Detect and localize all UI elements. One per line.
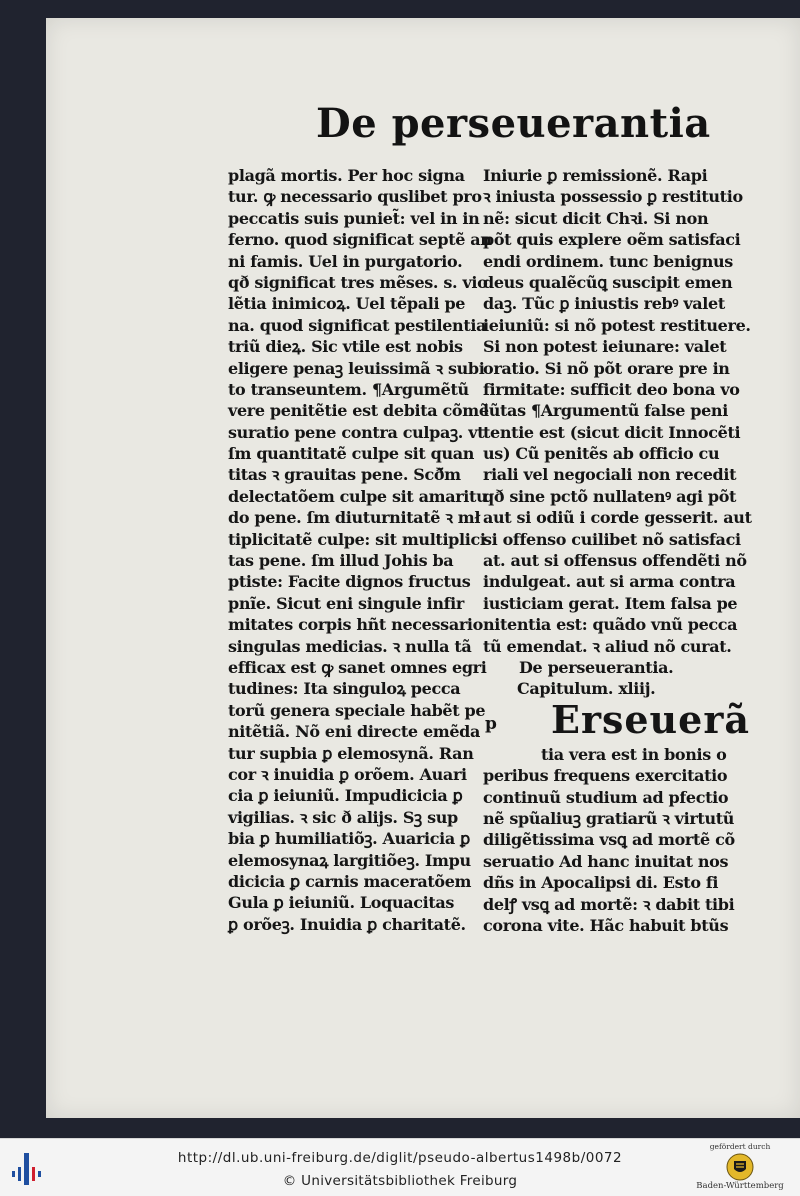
chapter-number: Capitulum. xliij. [517,679,656,699]
text-line: tentie est (sicut dicit Innocẽti [483,422,741,442]
text-line: diligẽtissima vsꝗ ad mortẽ cõ [483,830,735,850]
text-line: tiplicitatẽ culpe: sit multiplici [228,529,486,549]
text-line: ni famis. Uel in purgatorio. [228,251,463,271]
text-line: do pene. ſm diuturnitatẽ ꝛ mł [228,508,481,528]
text-line: iusticiam gerat. Item falsa pe [483,593,738,613]
text-line: Iniurie ꝑ remissionẽ. Rapi [483,166,708,185]
text-line: elemosynaꝝ largitiõeꝫ. Impu [228,850,471,870]
right-column-top-text [483,165,752,657]
text-line: ſm quantitatẽ culpe sit quan [228,444,475,464]
text-line: peccatis suis puniet̃: vel in in [228,208,480,228]
text-line: tur supbia ꝑ elemosynã. Ran [228,743,474,763]
text-line: tudines: Ita singuloꝝ pecca [228,679,461,699]
funder-block[interactable] [690,1142,790,1194]
text-line: titas ꝛ grauitas pene. Scð̃m [228,465,461,485]
text-line: mitates corpis hñt necessario [228,615,483,635]
text-line: Gula ꝑ ieiuniũ. Loquacitas [228,893,455,913]
text-line: dicicia ꝑ carnis maceratõem [228,871,472,891]
text-line: na. quod significat pestilentia [228,315,487,335]
text-line: qð significat tres mẽses. s. vio [228,272,488,292]
text-line: continuũ studium ad pfectio [483,787,729,807]
text-line: delꝭ vsꝗ ad mortẽ: ꝛ dabit tibi [483,894,735,914]
text-line: si offenso cuilibet nõ satisfaci [483,529,741,549]
text-line: ꝑ orõeꝫ. Inuidia ꝑ charitatẽ. [228,914,466,934]
text-line: lẽtia inimicoꝝ. Uel tẽpali pe [228,294,466,314]
text-line: cor ꝛ inuidia ꝑ orõem. Auari [228,764,467,784]
text-line: riali vel negociali non recedit [483,465,737,485]
text-line: ptiste: Facite dignos fructus [228,572,471,592]
text-line: nitentia est: quãdo vnũ pecca [483,615,738,635]
permalink-url[interactable]: http://dl.ub.uni-freiburg.de/diglit/pseudo-albertus1498b/0072 [177,1150,623,1166]
text-line: at. aut si offensus offendẽti nõ [483,551,747,571]
text-line: lũtas ¶Argumentũ false peni [483,401,728,421]
text-line: triũ dieꝝ. Sic vtile est nobis [228,337,463,357]
left-text-column [228,165,492,935]
right-text-column [483,165,752,936]
text-line: plagã mortis. Per hoc signa [228,166,465,185]
text-line: deus qualẽcũꝗ suscipit emen [483,272,733,292]
text-line: vigilias. ꝛ sic ð alijs. Sꝫ sup [228,807,458,827]
text-line: nitẽtiã. Nõ eni directe emẽda [228,722,481,742]
text-line: bia ꝑ humiliatiõꝫ. Auaricia ꝑ [228,829,470,849]
chapter-initial-block [483,696,751,744]
text-line: torũ genera speciale habẽt pe [228,700,486,720]
text-line: pnĩe. Sicut eni singule infir [228,593,464,613]
text-line: singulas medicias. ꝛ nulla tã [228,636,472,656]
text-line: firmitate: sufficit deo bona vo [483,379,740,399]
text-line: tũ emendat. ꝛ aliud nõ curat. [483,636,732,656]
right-column-bottom-text [483,744,735,937]
text-line: tas pene. ſm illud Johis ba [228,551,454,571]
text-line: nẽ: sicut dicit Chꝛi. Si non [483,208,709,228]
funder-name: Baden-Württemberg [696,1181,784,1191]
text-line: põt quis explere oẽm satisfaci [483,230,741,250]
text-line: delectatõem culpe sit amaritu [228,486,488,506]
text-line: aut si odiũ i corde gesserit. aut [483,508,752,528]
text-line: endi ordinem. tunc benignus [483,251,733,271]
text-line: qð sine pctõ nullatenꝰ agi põt [483,486,737,506]
text-line: tia vera est in bonis o [541,744,727,764]
text-line: indulgeat. aut si arma contra [483,572,736,592]
viewer-footer [0,1138,800,1196]
text-line: seruatio Ad hanc inuitat nos [483,851,729,871]
decorated-opening-word: Erseuerã [551,696,751,742]
text-line: ferno. quod significat septẽ an [228,230,492,250]
text-line: eligere penaꝫ leuissimã ꝛ subi [228,358,485,378]
text-line: cia ꝑ ieiuniũ. Impudicicia ꝑ [228,786,463,806]
text-line: peribus frequens exercitatio [483,766,728,786]
copyright-notice: © Universitätsbibliothek Freiburg [282,1173,518,1189]
text-line: ꝛ iniusta possessio ꝑ restitutio [483,187,743,207]
page-heading: De perseuerantia [316,100,711,147]
text-line: corona vite. Hãc habuit btũs [483,915,729,935]
text-line: vere penitẽtie est debita cõmẽ [228,401,489,421]
text-line: Si non potest ieiunare: valet [483,337,727,357]
text-line: oratio. Si nõ põt orare pre in [483,358,730,378]
text-line: ieiuniũ: si nõ potest restituere. [483,315,751,335]
text-line: dñs in Apocalipsi di. Esto fi [483,873,719,893]
text-line: to transeuntem. ¶Argumẽtũ [228,379,469,399]
text-line: suratio pene contra culpaꝫ. vt [228,422,485,442]
text-line: us) Cũ penitẽs ab officio cu [483,444,720,464]
chapter-title: De perseuerantia. [519,657,674,677]
text-line: efficax est ꝙ sanet omnes egri [228,657,487,677]
funder-caption: gefördert durch [709,1142,771,1151]
text-line: nẽ spũaliuꝫ gratiarũ ꝛ virtutũ [483,808,735,828]
initial-guide-letter: p [485,713,497,734]
baden-wuerttemberg-seal-icon [726,1153,754,1181]
text-line: daꝫ. Tũc ꝑ iniustis rebꝰ valet [483,294,725,314]
text-line: tur. ꝙ necessario quslibet pro [228,187,482,207]
